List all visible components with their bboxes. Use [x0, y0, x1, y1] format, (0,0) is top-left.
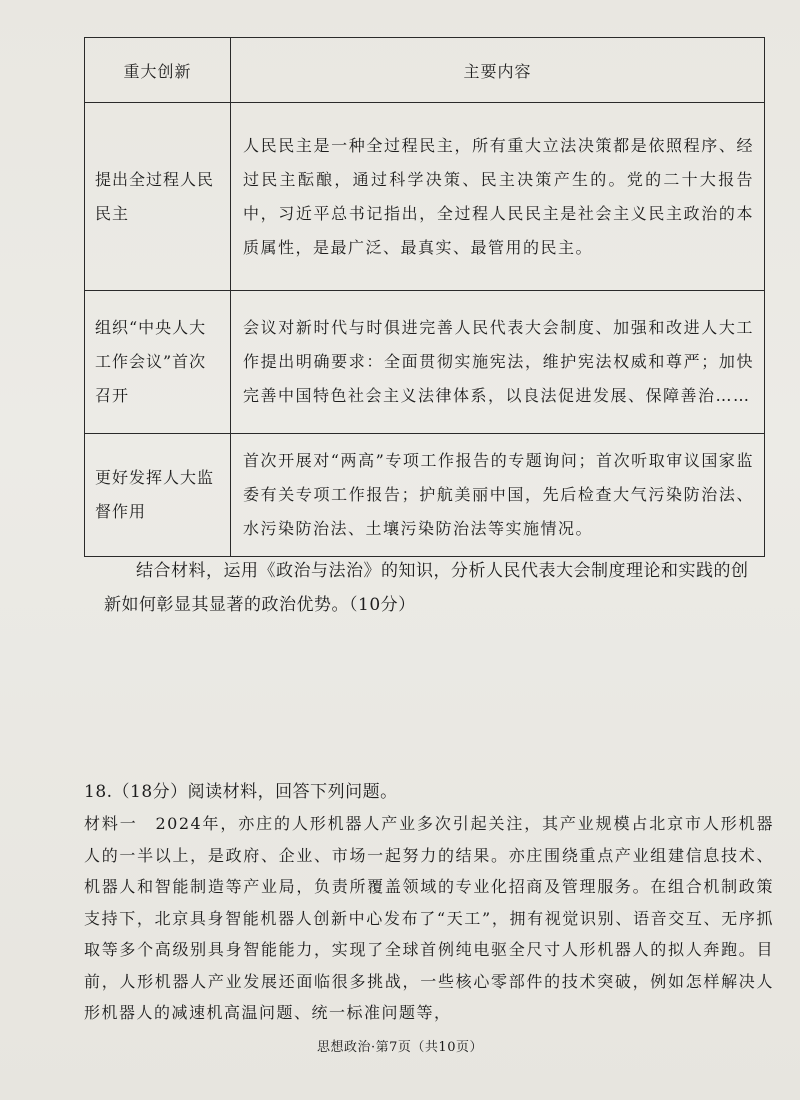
table-row — [85, 103, 765, 291]
header-innovation: 重大创新 — [85, 38, 231, 103]
question-18-heading: 18.（18分）阅读材料，回答下列问题。 — [84, 782, 398, 802]
question-17-prompt: 结合材料，运用《政治与法治》的知识，分析人民代表大会制度理论和实践的创新如何彰显其显著的政治优势。（10分） — [104, 561, 749, 615]
content-cell: 人民民主是一种全过程民主，所有重大立法决策都是依照程序、经过民主酝酿，通过科学决策、民主决策产生的。党的二十大报告中，习近平总书记指出，全过程人民民主是社会主义民主政治的本质属性，是最广泛、最真实、最管用的民主。 — [231, 103, 765, 291]
innovation-table-container — [84, 37, 764, 557]
page-footer: 思想政治·第7页（共10页） — [317, 1040, 483, 1055]
table-row — [85, 291, 765, 434]
table-header-row — [85, 38, 765, 103]
innovation-cell: 提出全过程人民民主 — [85, 103, 231, 291]
innovation-cell: 更好发挥人大监督作用 — [85, 434, 231, 557]
content-cell: 会议对新时代与时俱进完善人民代表大会制度、加强和改进人大工作提出明确要求：全面贯彻实施宪法，维护宪法权威和尊严；加快完善中国特色社会主义法律体系，以良法促进发展、保障善治…… — [231, 291, 765, 434]
table-row — [85, 434, 765, 557]
innovation-table — [84, 37, 765, 557]
innovation-cell: 组织“中央人大工作会议”首次召开 — [85, 291, 231, 434]
header-content: 主要内容 — [231, 38, 765, 103]
question-18-material-1: 材料一 2024年，亦庄的人形机器人产业多次引起关注，其产业规模占北京市人形机器人的一半以上，是政府、企业、市场一起努力的结果。亦庄围绕重点产业组建信息技术、机器人和智能制造等产业局，负责所覆盖领域的专业化招商及管理服务。在组合机制政策支持下，北京具身智能机器人创新中心发布了“天工”，拥有视觉识别、语音交互、无序抓取等多个高级别具身智能能力，实现了全球首例纯电驱全尺寸人形机器人的拟人奔跑。目前，人形机器人产业发展还面临很多挑战，一些核心零部件的技术突破，例如怎样解决人形机器人的减速机高温问题、统一标准问题等， — [84, 814, 774, 1022]
content-cell: 首次开展对“两高”专项工作报告的专题询问；首次听取审议国家监委有关专项工作报告；护航美丽中国，先后检查大气污染防治法、水污染防治法、土壤污染防治法等实施情况。 — [231, 434, 765, 557]
